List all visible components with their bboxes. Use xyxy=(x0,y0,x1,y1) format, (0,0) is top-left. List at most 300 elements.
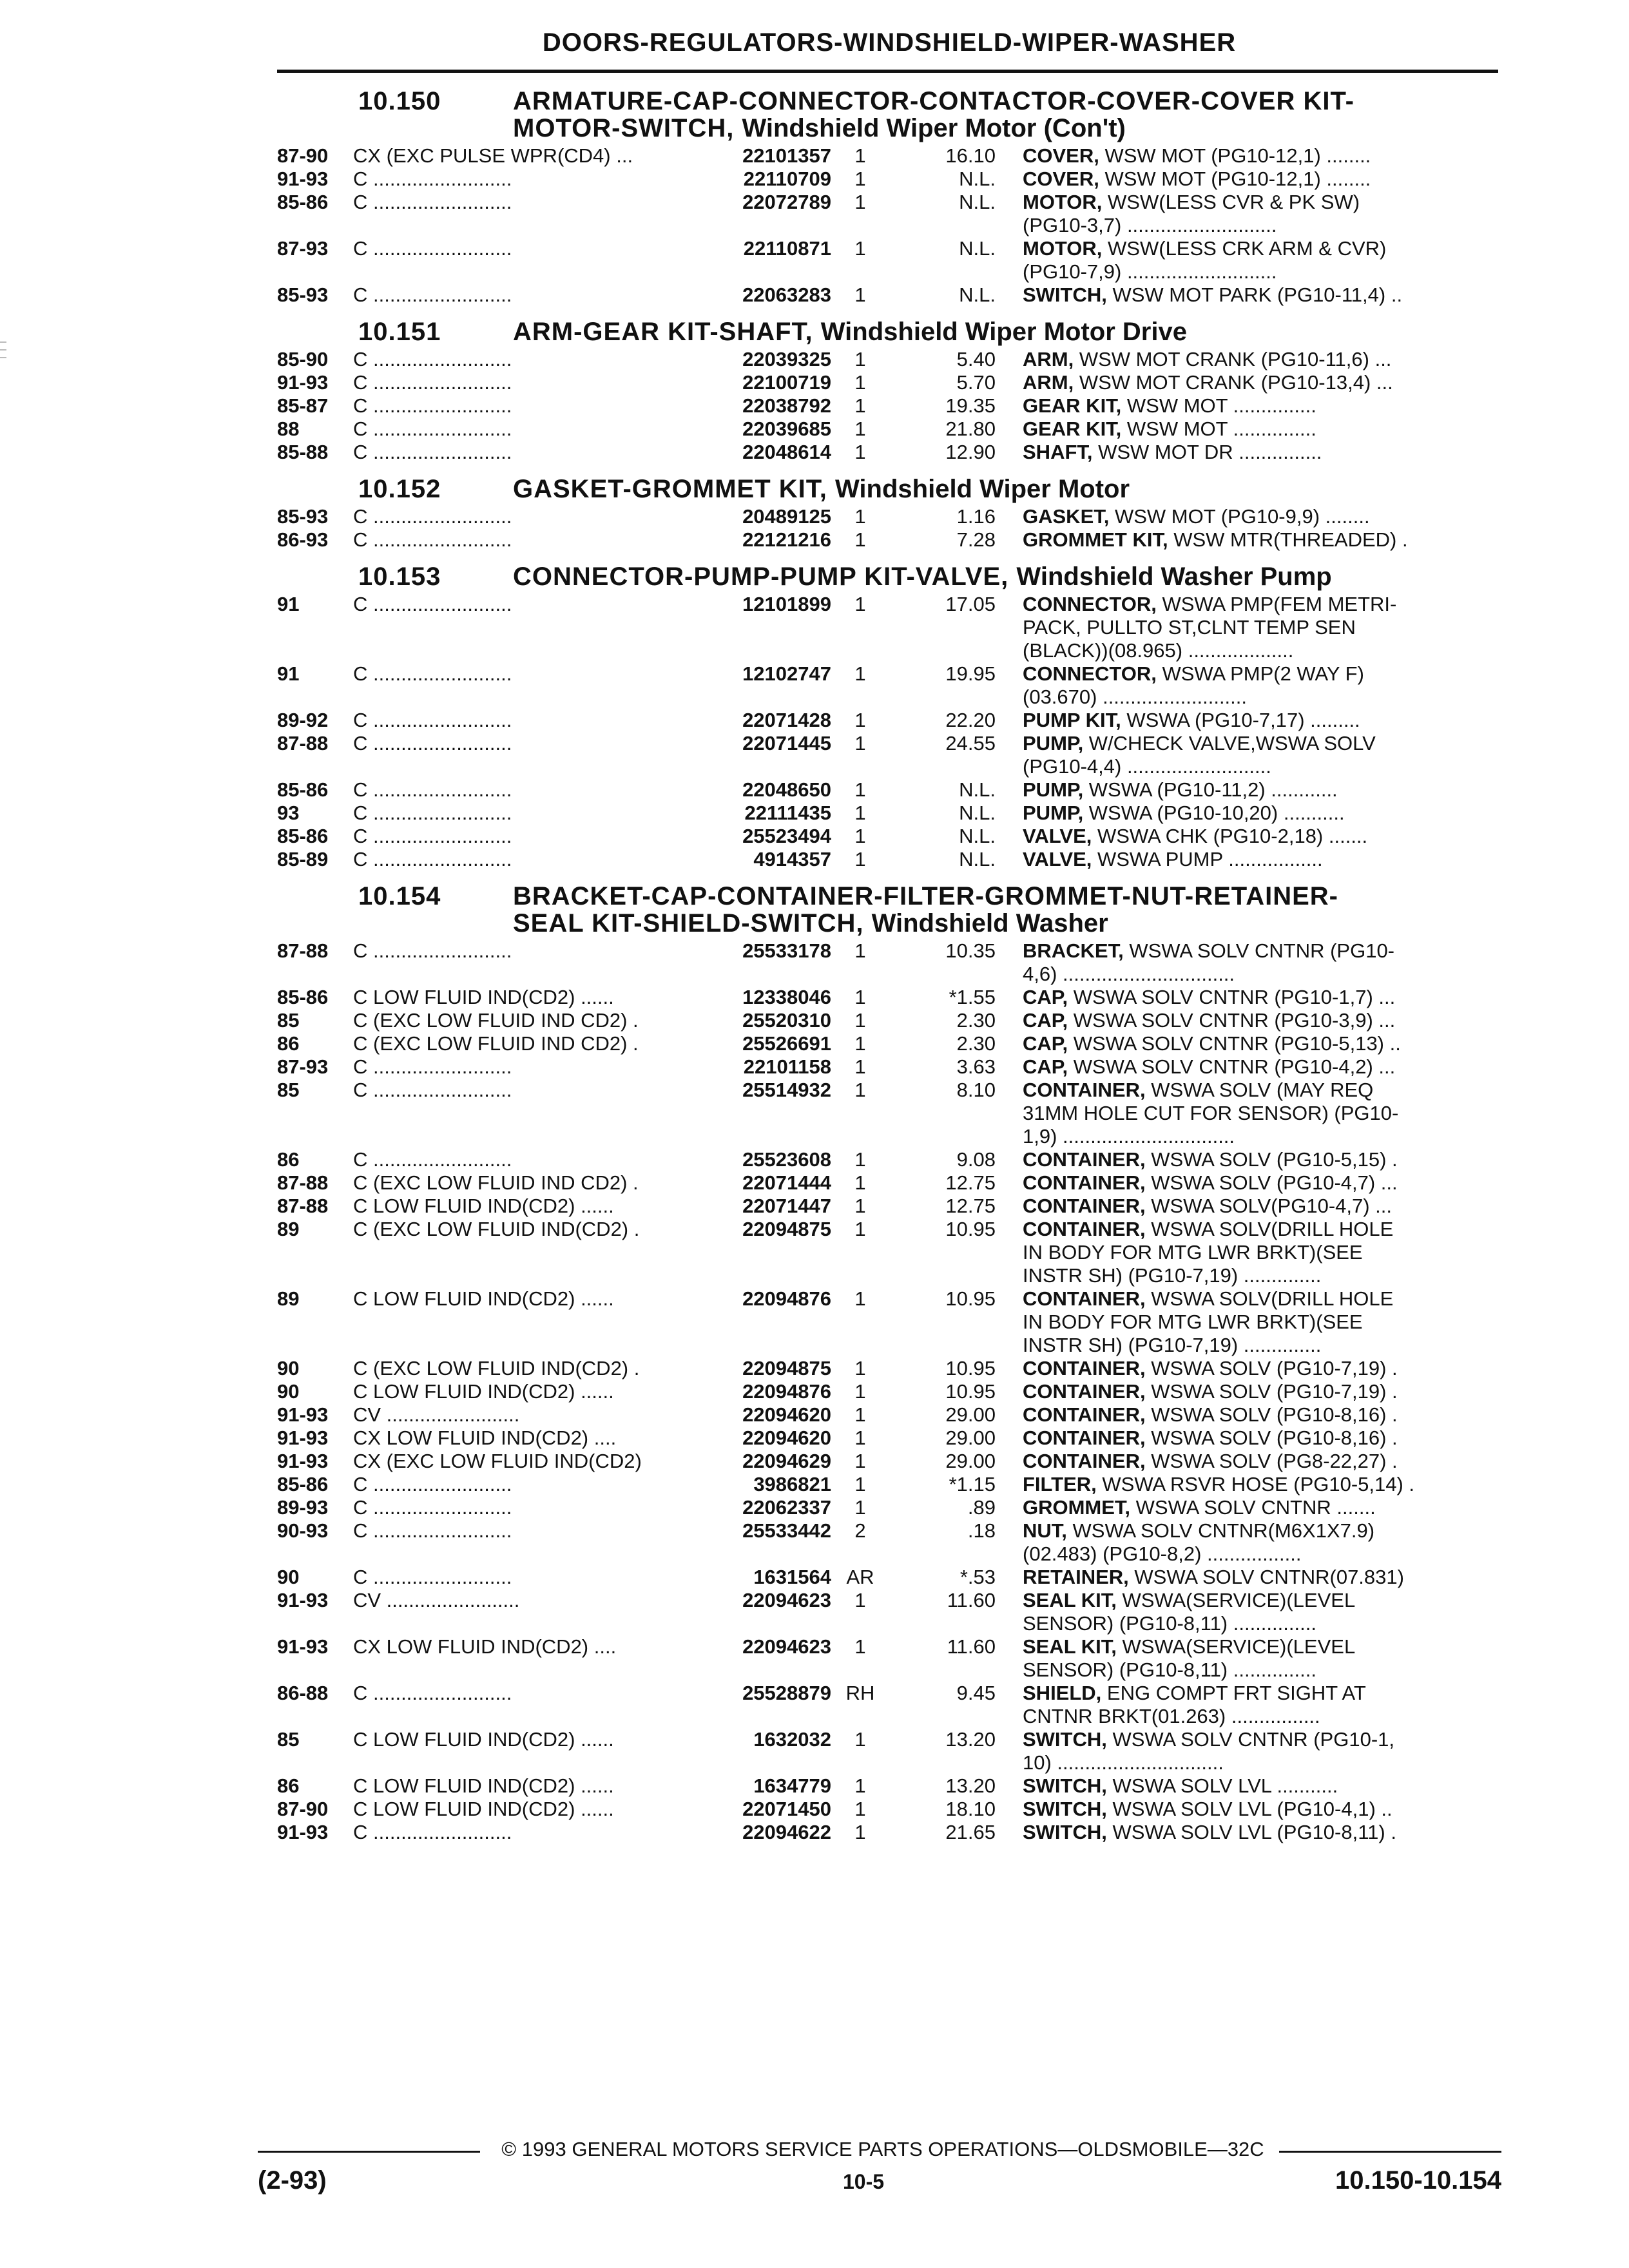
part-number: 22101158 xyxy=(743,1055,831,1078)
part-number: 22094876 xyxy=(742,1287,831,1310)
model-year: 91-93 xyxy=(277,371,329,394)
usage-code: C ......................... xyxy=(353,168,512,190)
usage-code: C ......................... xyxy=(353,1055,512,1078)
table-row xyxy=(0,939,1629,986)
quantity: 1 xyxy=(854,1473,866,1495)
quantity: 1 xyxy=(854,237,866,260)
part-name: MOTOR, xyxy=(1023,237,1103,260)
quantity: 1 xyxy=(854,505,866,528)
usage-code: C ......................... xyxy=(353,1821,512,1843)
usage-code: C ......................... xyxy=(353,418,512,440)
usage-code: C LOW FLUID IND(CD2) ...... xyxy=(353,1728,614,1751)
table-row xyxy=(0,1519,1629,1566)
model-year: 85-90 xyxy=(277,348,329,370)
price: 2.30 xyxy=(956,1032,996,1055)
price: 3.63 xyxy=(956,1055,996,1078)
section-title xyxy=(513,318,1499,345)
model-year: 86 xyxy=(277,1774,300,1797)
usage-code: C ......................... xyxy=(353,1496,512,1519)
part-detail: WSWA SOLV (PG10-8,16) . xyxy=(1145,1403,1398,1426)
part-number: 25520310 xyxy=(742,1009,831,1032)
part-description xyxy=(1023,1287,1499,1357)
part-description xyxy=(1023,441,1499,464)
table-row xyxy=(0,1403,1629,1427)
part-detail: WSWA CHK (PG10-2,18) ....... xyxy=(1092,825,1368,847)
part-description xyxy=(1023,1682,1499,1728)
model-year: 90 xyxy=(277,1380,300,1403)
usage-code: C ......................... xyxy=(353,237,512,260)
usage-code: C LOW FLUID IND(CD2) ...... xyxy=(353,986,614,1008)
quantity: 1 xyxy=(854,709,866,731)
part-description xyxy=(1023,1496,1499,1519)
table-row xyxy=(0,505,1629,528)
footer-copyright: © 1993 GENERAL MOTORS SERVICE PARTS OPERATIONS—OLDSMOBILE—32C xyxy=(501,2138,1264,2160)
quantity: 1 xyxy=(854,191,866,213)
quantity: 1 xyxy=(854,1821,866,1843)
table-row xyxy=(0,802,1629,825)
table-row xyxy=(0,1079,1629,1148)
price: 12.75 xyxy=(945,1171,996,1194)
table-row xyxy=(0,593,1629,662)
part-name: MOTOR, xyxy=(1023,191,1103,213)
part-number: 25526691 xyxy=(742,1032,831,1055)
usage-code: C ......................... xyxy=(353,1473,512,1495)
table-row xyxy=(0,1357,1629,1380)
part-description xyxy=(1023,1148,1499,1171)
part-detail: WSWA SOLV (PG10-7,19) . xyxy=(1145,1380,1398,1403)
price: 12.75 xyxy=(945,1195,996,1217)
part-name: ARM, xyxy=(1023,371,1074,394)
quantity: 1 xyxy=(854,825,866,847)
model-year: 85 xyxy=(277,1079,300,1101)
table-row xyxy=(0,732,1629,778)
quantity: 1 xyxy=(854,1728,866,1751)
part-number: 22101357 xyxy=(742,144,831,167)
quantity: 1 xyxy=(854,168,866,190)
part-detail: WSW(LESS CRK ARM & CVR) (PG10-7,9) ........................... xyxy=(1023,237,1387,283)
part-detail: WSWA SOLV CNTNR (PG10-3,9) ... xyxy=(1068,1009,1396,1032)
part-name: CONTAINER, xyxy=(1023,1218,1146,1240)
part-description xyxy=(1023,528,1499,552)
part-number: 22048650 xyxy=(742,778,831,801)
part-name: CAP, xyxy=(1023,1032,1068,1055)
quantity: 1 xyxy=(854,986,866,1008)
price: N.L. xyxy=(959,237,996,260)
part-description xyxy=(1023,802,1499,825)
model-year: 87-88 xyxy=(277,732,329,754)
table-row xyxy=(0,284,1629,307)
part-detail: WSWA PMP(2 WAY F) (03.670) .......................... xyxy=(1023,662,1364,708)
part-description xyxy=(1023,1635,1499,1682)
part-number: 22094623 xyxy=(742,1635,831,1658)
part-detail: W/CHECK VALVE,WSWA SOLV (PG10-4,4) .......................... xyxy=(1023,732,1376,778)
table-row xyxy=(0,1450,1629,1473)
part-name: GASKET, xyxy=(1023,505,1110,528)
part-description xyxy=(1023,1055,1499,1079)
table-row xyxy=(0,778,1629,802)
part-name: SHIELD, xyxy=(1023,1682,1102,1704)
part-description xyxy=(1023,1171,1499,1195)
part-description xyxy=(1023,1798,1499,1821)
table-row xyxy=(0,1171,1629,1195)
part-name: CONNECTOR, xyxy=(1023,662,1157,685)
model-year: 85-86 xyxy=(277,778,329,801)
quantity: 1 xyxy=(854,348,866,370)
part-detail: WSWA (PG10-10,20) ........... xyxy=(1083,802,1345,824)
model-year: 85-86 xyxy=(277,825,329,847)
part-detail: WSWA SOLV CNTNR(07.831) xyxy=(1128,1566,1404,1588)
model-year: 90-93 xyxy=(277,1519,329,1542)
part-detail: WSWA SOLV CNTNR (PG10-1,7) ... xyxy=(1068,986,1396,1008)
quantity: 1 xyxy=(854,1148,866,1171)
part-description xyxy=(1023,1519,1499,1566)
table-row xyxy=(0,144,1629,168)
section-title xyxy=(513,476,1499,503)
quantity: 1 xyxy=(854,1774,866,1797)
model-year: 85-87 xyxy=(277,394,329,417)
part-detail: WSW(LESS CVR & PK SW) (PG10-3,7) ........................... xyxy=(1023,191,1360,236)
part-description xyxy=(1023,662,1499,709)
footer-date: (2-93) xyxy=(258,2166,327,2195)
section-header xyxy=(358,871,1499,939)
section-number: 10.153 xyxy=(358,562,441,591)
price: 10.95 xyxy=(945,1218,996,1240)
part-description xyxy=(1023,986,1499,1009)
price: N.L. xyxy=(959,191,996,213)
section-title-parts: ARM-GEAR KIT-SHAFT, xyxy=(513,318,813,346)
part-number: 25528879 xyxy=(742,1682,831,1704)
quantity: 1 xyxy=(854,1032,866,1055)
part-description xyxy=(1023,939,1499,986)
table-row xyxy=(0,1566,1629,1589)
quantity: 1 xyxy=(854,1589,866,1611)
quantity: 1 xyxy=(854,528,866,551)
footer-page-number: 10-5 xyxy=(842,2170,885,2193)
part-number: 25523608 xyxy=(742,1148,831,1171)
table-row xyxy=(0,986,1629,1009)
section-title xyxy=(513,883,1499,937)
table-row xyxy=(0,1728,1629,1774)
part-number: 22094875 xyxy=(742,1218,831,1240)
part-name: CONNECTOR, xyxy=(1023,593,1157,615)
price: 29.00 xyxy=(945,1403,996,1426)
part-name: PUMP, xyxy=(1023,732,1084,754)
usage-code: C ......................... xyxy=(353,348,512,370)
part-detail: ENG COMPT FRT SIGHT AT CNTNR BRKT(01.263) ................ xyxy=(1023,1682,1366,1727)
part-description xyxy=(1023,1728,1499,1774)
section-subtitle: Windshield Washer Pump xyxy=(1016,562,1332,591)
price: 7.28 xyxy=(956,528,996,551)
model-year: 89 xyxy=(277,1287,300,1310)
table-row xyxy=(0,848,1629,871)
part-number: 25514932 xyxy=(742,1079,831,1101)
part-name: GROMMET, xyxy=(1023,1496,1131,1519)
quantity: 1 xyxy=(854,662,866,685)
quantity: 1 xyxy=(854,1195,866,1217)
quantity: 1 xyxy=(854,1380,866,1403)
table-row xyxy=(0,168,1629,191)
usage-code: C LOW FLUID IND(CD2) ...... xyxy=(353,1195,614,1217)
usage-code: C ......................... xyxy=(353,371,512,394)
part-name: CAP, xyxy=(1023,986,1068,1008)
table-row xyxy=(0,418,1629,441)
price: N.L. xyxy=(959,848,996,870)
section-subtitle: Windshield Wiper Motor Drive xyxy=(820,318,1187,346)
table-row xyxy=(0,1148,1629,1171)
table-row xyxy=(0,1055,1629,1079)
price: 12.90 xyxy=(945,441,996,463)
part-detail: WSW MOT PARK (PG10-11,4) .. xyxy=(1106,284,1403,306)
part-description xyxy=(1023,1473,1499,1496)
price: .18 xyxy=(967,1519,996,1542)
part-name: ARM, xyxy=(1023,348,1074,370)
section-title-parts: CONNECTOR-PUMP-PUMP KIT-VALVE, xyxy=(513,562,1009,591)
part-detail: WSW MOT CRANK (PG10-13,4) ... xyxy=(1074,371,1393,394)
usage-code: C LOW FLUID IND(CD2) ...... xyxy=(353,1798,614,1820)
part-number: 12102747 xyxy=(742,662,831,685)
quantity: 1 xyxy=(854,441,866,463)
model-year: 89-93 xyxy=(277,1496,329,1519)
model-year: 85-88 xyxy=(277,441,329,463)
part-description xyxy=(1023,778,1499,802)
part-description xyxy=(1023,1009,1499,1032)
model-year: 93 xyxy=(277,802,300,824)
price: 5.40 xyxy=(956,348,996,370)
part-name: RETAINER, xyxy=(1023,1566,1129,1588)
part-description xyxy=(1023,1032,1499,1055)
part-name: COVER, xyxy=(1023,168,1099,190)
part-description xyxy=(1023,1403,1499,1427)
price: 9.45 xyxy=(956,1682,996,1704)
usage-code: C ......................... xyxy=(353,191,512,213)
price: 19.35 xyxy=(945,394,996,417)
table-row xyxy=(0,825,1629,848)
part-number: 22110709 xyxy=(743,168,831,190)
part-number: 1634779 xyxy=(753,1774,831,1797)
part-name: GEAR KIT, xyxy=(1023,394,1122,417)
footer-section-range: 10.150-10.154 xyxy=(1335,2166,1501,2195)
part-description xyxy=(1023,1195,1499,1218)
part-description xyxy=(1023,593,1499,662)
quantity: 1 xyxy=(854,1450,866,1472)
usage-code: C ......................... xyxy=(353,284,512,306)
section-title-parts: GASKET-GROMMET KIT, xyxy=(513,475,827,503)
quantity: 1 xyxy=(854,1635,866,1658)
part-number: 3986821 xyxy=(753,1473,831,1495)
quantity: 1 xyxy=(854,1403,866,1426)
price: 10.95 xyxy=(945,1357,996,1379)
usage-code: CX LOW FLUID IND(CD2) .... xyxy=(353,1427,617,1449)
table-row xyxy=(0,1287,1629,1357)
price: 16.10 xyxy=(945,144,996,167)
part-description xyxy=(1023,732,1499,778)
part-detail: WSW MOT (PG10-12,1) ........ xyxy=(1099,144,1371,167)
part-detail: WSWA SOLV CNTNR (PG10-5,13) .. xyxy=(1068,1032,1401,1055)
part-description xyxy=(1023,144,1499,168)
price: 9.08 xyxy=(956,1148,996,1171)
part-number: 22062337 xyxy=(742,1496,831,1519)
table-row xyxy=(0,1682,1629,1728)
part-detail: WSWA (PG10-7,17) ......... xyxy=(1121,709,1360,731)
part-detail: WSWA SOLV (PG10-7,19) . xyxy=(1145,1357,1398,1379)
part-description xyxy=(1023,348,1499,371)
quantity: 1 xyxy=(854,144,866,167)
usage-code: C LOW FLUID IND(CD2) ...... xyxy=(353,1380,614,1403)
usage-code: C ......................... xyxy=(353,593,512,615)
table-row xyxy=(0,1032,1629,1055)
usage-code: C ......................... xyxy=(353,939,512,962)
part-detail: WSWA SOLV LVL (PG10-8,11) . xyxy=(1106,1821,1396,1843)
model-year: 91 xyxy=(277,593,300,615)
part-number: 1631564 xyxy=(753,1566,831,1588)
quantity: 1 xyxy=(854,1496,866,1519)
price: 5.70 xyxy=(956,371,996,394)
usage-code: C ......................... xyxy=(353,825,512,847)
part-number: 22094620 xyxy=(742,1427,831,1449)
usage-code: C (EXC LOW FLUID IND CD2) . xyxy=(353,1171,639,1194)
usage-code: C (EXC LOW FLUID IND(CD2) . xyxy=(353,1218,640,1240)
section-header xyxy=(358,76,1499,144)
part-name: SWITCH, xyxy=(1023,1821,1107,1843)
part-number: 22048614 xyxy=(742,441,831,463)
usage-code: C LOW FLUID IND(CD2) ...... xyxy=(353,1287,614,1310)
price: 24.55 xyxy=(945,732,996,754)
part-description xyxy=(1023,1218,1499,1287)
model-year: 85-86 xyxy=(277,1473,329,1495)
part-detail: WSWA PMP(FEM METRI- PACK, PULLTO ST,CLNT TEMP SEN (BLACK))(08.965) ................... xyxy=(1023,593,1397,662)
price: 8.10 xyxy=(956,1079,996,1101)
part-name: SEAL KIT, xyxy=(1023,1635,1117,1658)
section-subtitle: Windshield Washer xyxy=(871,909,1108,937)
model-year: 85-89 xyxy=(277,848,329,870)
part-detail: WSWA(SERVICE)(LEVEL SENSOR) (PG10-8,11) ............... xyxy=(1023,1589,1356,1635)
part-number: 22072789 xyxy=(742,191,831,213)
part-name: GROMMET KIT, xyxy=(1023,528,1168,551)
price: 1.16 xyxy=(956,505,996,528)
part-description xyxy=(1023,394,1499,418)
part-detail: WSW MOT ............... xyxy=(1121,418,1316,440)
part-name: CONTAINER, xyxy=(1023,1427,1146,1449)
part-description xyxy=(1023,1589,1499,1635)
part-number: 22039325 xyxy=(742,348,831,370)
usage-code: C ......................... xyxy=(353,441,512,463)
table-row xyxy=(0,1009,1629,1032)
part-description xyxy=(1023,709,1499,732)
part-name: CONTAINER, xyxy=(1023,1357,1146,1379)
quantity: 1 xyxy=(854,1218,866,1240)
table-row xyxy=(0,371,1629,394)
part-number: 4914357 xyxy=(753,848,831,870)
part-description xyxy=(1023,371,1499,394)
quantity: 1 xyxy=(854,1055,866,1078)
table-row xyxy=(0,1195,1629,1218)
part-number: 12338046 xyxy=(742,986,831,1008)
part-number: 22063283 xyxy=(742,284,831,306)
section-title xyxy=(513,88,1499,142)
part-number: 25523494 xyxy=(742,825,831,847)
usage-code: C LOW FLUID IND(CD2) ...... xyxy=(353,1774,614,1797)
part-detail: WSW MOT DR ............... xyxy=(1092,441,1322,463)
price: 21.80 xyxy=(945,418,996,440)
model-year: 85 xyxy=(277,1009,300,1032)
usage-code: CX (EXC LOW FLUID IND(CD2) xyxy=(353,1450,642,1472)
table-row xyxy=(0,662,1629,709)
part-description xyxy=(1023,1079,1499,1148)
usage-code: C (EXC LOW FLUID IND(CD2) . xyxy=(353,1357,640,1379)
part-number: 22094620 xyxy=(742,1403,831,1426)
part-detail: WSWA SOLV(PG10-4,7) ... xyxy=(1145,1195,1393,1217)
table-row xyxy=(0,237,1629,284)
part-name: VALVE, xyxy=(1023,848,1092,870)
table-row xyxy=(0,1473,1629,1496)
part-detail: WSWA SOLV (MAY REQ 31MM HOLE CUT FOR SENSOR) (PG10- 1,9) ............................... xyxy=(1023,1079,1399,1148)
part-description xyxy=(1023,168,1499,191)
quantity: 1 xyxy=(854,1079,866,1101)
price: 13.20 xyxy=(945,1728,996,1751)
table-row xyxy=(0,1589,1629,1635)
price: *1.55 xyxy=(949,986,996,1008)
part-name: SWITCH, xyxy=(1023,1728,1107,1751)
model-year: 87-88 xyxy=(277,939,329,962)
quantity: 1 xyxy=(854,1427,866,1449)
section-header xyxy=(358,464,1499,505)
section-header xyxy=(358,307,1499,348)
part-name: NUT, xyxy=(1023,1519,1067,1542)
price: 10.95 xyxy=(945,1287,996,1310)
model-year: 90 xyxy=(277,1566,300,1588)
part-detail: WSWA RSVR HOSE (PG10-5,14) . xyxy=(1096,1473,1415,1495)
quantity: 1 xyxy=(854,371,866,394)
table-row xyxy=(0,1496,1629,1519)
usage-code: C ......................... xyxy=(353,662,512,685)
part-detail: WSW MOT (PG10-9,9) ........ xyxy=(1109,505,1370,528)
part-number: 22071444 xyxy=(742,1171,831,1194)
part-name: FILTER, xyxy=(1023,1473,1097,1495)
usage-code: C ......................... xyxy=(353,1682,512,1704)
table-row xyxy=(0,394,1629,418)
usage-code: C (EXC LOW FLUID IND CD2) . xyxy=(353,1009,639,1032)
price: 11.60 xyxy=(947,1589,996,1611)
table-row xyxy=(0,1635,1629,1682)
model-year: 87-93 xyxy=(277,1055,329,1078)
usage-code: C ......................... xyxy=(353,802,512,824)
table-row xyxy=(0,1774,1629,1798)
part-name: CONTAINER, xyxy=(1023,1450,1146,1472)
part-name: CONTAINER, xyxy=(1023,1195,1146,1217)
usage-code: C ......................... xyxy=(353,778,512,801)
part-number: 22094623 xyxy=(742,1589,831,1611)
part-number: 22039685 xyxy=(742,418,831,440)
part-detail: WSWA (PG10-11,2) ............ xyxy=(1083,778,1338,801)
part-name: VALVE, xyxy=(1023,825,1092,847)
part-number: 22110871 xyxy=(743,237,831,260)
part-detail: WSW MOT ............... xyxy=(1121,394,1316,417)
part-name: GEAR KIT, xyxy=(1023,418,1122,440)
model-year: 85-93 xyxy=(277,284,329,306)
section-number: 10.150 xyxy=(358,87,441,115)
quantity: RH xyxy=(845,1682,875,1704)
part-number: 22071445 xyxy=(742,732,831,754)
model-year: 89 xyxy=(277,1218,300,1240)
part-description xyxy=(1023,825,1499,848)
part-number: 20489125 xyxy=(742,505,831,528)
part-name: CAP, xyxy=(1023,1055,1068,1078)
part-description xyxy=(1023,191,1499,237)
part-number: 22094629 xyxy=(742,1450,831,1472)
usage-code: CV ........................ xyxy=(353,1403,520,1426)
model-year: 87-90 xyxy=(277,144,329,167)
quantity: 1 xyxy=(854,394,866,417)
